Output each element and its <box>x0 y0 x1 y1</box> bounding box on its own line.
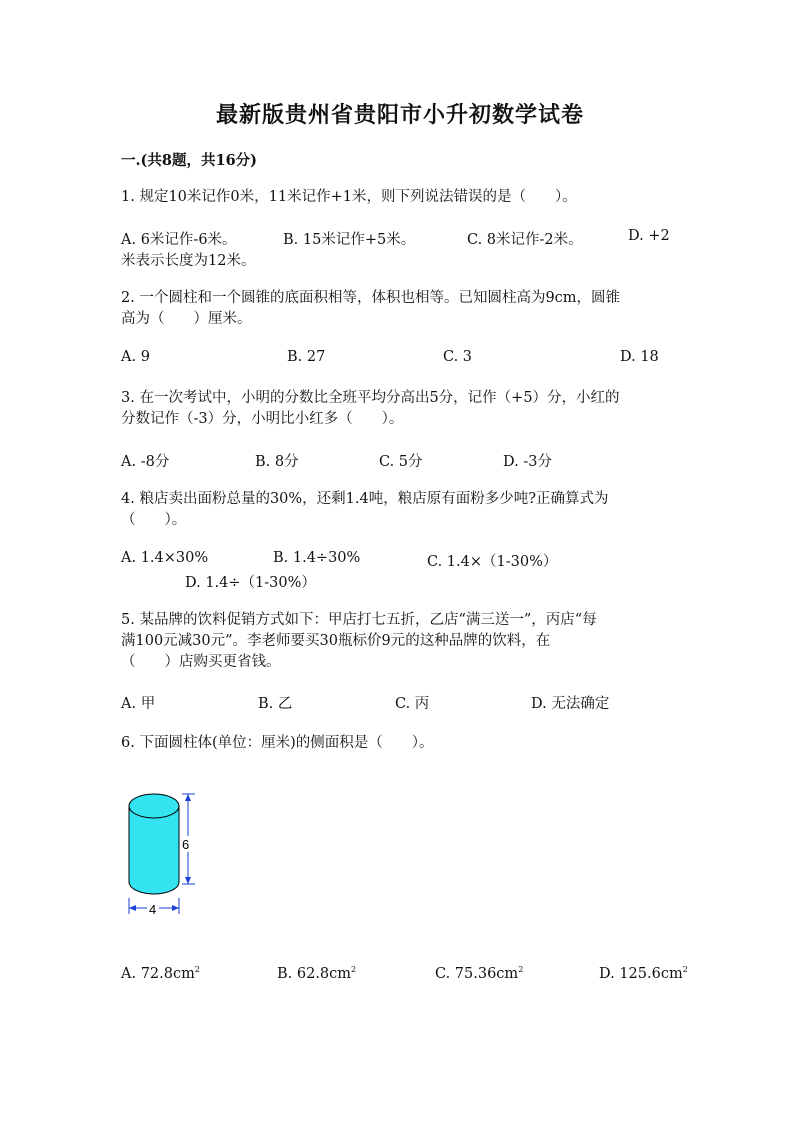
option-c: C. 8米记作-2米。 <box>467 232 583 248</box>
unit-superscript: 2 <box>351 965 357 974</box>
option-b: B. 1.4÷30% <box>273 550 361 566</box>
option-d: D. 18 <box>620 349 659 365</box>
question-stem-line: （ ）店购买更省钱。 <box>121 654 281 670</box>
height-label: 6 <box>182 837 190 852</box>
cylinder-top <box>129 794 179 818</box>
section-header: 一.(共8题，共16分) <box>121 152 258 169</box>
unit-superscript: 2 <box>682 965 688 974</box>
option-c: C. 5分 <box>379 454 423 470</box>
question-stem-line: 满100元减30元”。李老师要买30瓶标价9元的这种品牌的饮料，在 <box>121 633 551 649</box>
question-stem-line: 分数记作（-3）分，小明比小红多（ ）。 <box>121 411 404 427</box>
height-arrow-up <box>185 794 191 801</box>
option-a: A. -8分 <box>121 454 170 470</box>
cylinder-diagram <box>118 782 218 922</box>
option-b: B. 27 <box>287 349 326 365</box>
option-text: B. 62.8cm <box>277 966 352 982</box>
question-5 <box>121 610 681 673</box>
question-stem-line: 5. 某品牌的饮料促销方式如下：甲店打七五折，乙店“满三送一”，丙店“每 <box>121 612 597 628</box>
question-stem-line: 高为（ ）厘米。 <box>121 311 252 327</box>
question-stem: 1. 规定10米记作0米，11米记作+1米，则下列说法错误的是（ ）。 <box>121 189 577 205</box>
question-stem-line: 3. 在一次考试中，小明的分数比全班平均分高出5分，记作（+5）分，小红的 <box>121 390 620 406</box>
option-d: D. -3分 <box>503 454 552 470</box>
option-a: A. 6米记作-6米。 <box>121 232 237 248</box>
option-text: A. 72.8cm <box>121 966 195 982</box>
question-stem-line: （ ）。 <box>121 512 187 528</box>
question-1 <box>121 187 681 208</box>
diameter-label: 4 <box>149 902 157 917</box>
option-c: C. 丙 <box>395 696 430 712</box>
option-c: C. 3 <box>443 349 473 365</box>
option-text: D. 125.6cm <box>599 966 683 982</box>
question-stem: 6. 下面圆柱体(单位：厘米)的侧面积是（ ）。 <box>121 735 434 751</box>
option-d-continued: 米表示长度为12米。 <box>121 253 256 269</box>
option-c: C. 1.4×（1-30%） <box>427 554 558 570</box>
unit-superscript: 2 <box>194 965 200 974</box>
option-d: D. +2 <box>628 228 670 244</box>
question-3 <box>121 388 681 430</box>
option-d: D. 无法确定 <box>531 696 610 712</box>
option-c <box>435 965 523 982</box>
question-2 <box>121 288 681 330</box>
question-4 <box>121 489 681 531</box>
option-b: B. 8分 <box>255 454 299 470</box>
cylinder-figure <box>118 782 218 922</box>
question-6 <box>121 733 681 754</box>
option-a: A. 9 <box>121 349 150 365</box>
option-b: B. 15米记作+5米。 <box>283 232 416 248</box>
height-arrow-down <box>185 877 191 884</box>
option-b: B. 乙 <box>258 696 293 712</box>
diameter-arrow-left <box>129 905 136 911</box>
question-stem-line: 2. 一个圆柱和一个圆锥的底面积相等，体积也相等。已知圆柱高为9cm，圆锥 <box>121 290 621 306</box>
option-d <box>599 965 688 982</box>
cylinder-body <box>129 806 179 894</box>
option-text: C. 75.36cm <box>435 966 519 982</box>
option-a: A. 1.4×30% <box>121 550 209 566</box>
option-b <box>277 965 356 982</box>
option-a <box>121 965 200 982</box>
unit-superscript: 2 <box>518 965 524 974</box>
option-d: D. 1.4÷（1-30%） <box>185 575 316 591</box>
page-title: 最新版贵州省贵阳市小升初数学试卷 <box>215 102 584 128</box>
option-a: A. 甲 <box>121 696 156 712</box>
diameter-arrow-right <box>172 905 179 911</box>
question-stem-line: 4. 粮店卖出面粉总量的30%，还剩1.4吨，粮店原有面粉多少吨?正确算式为 <box>121 491 609 507</box>
